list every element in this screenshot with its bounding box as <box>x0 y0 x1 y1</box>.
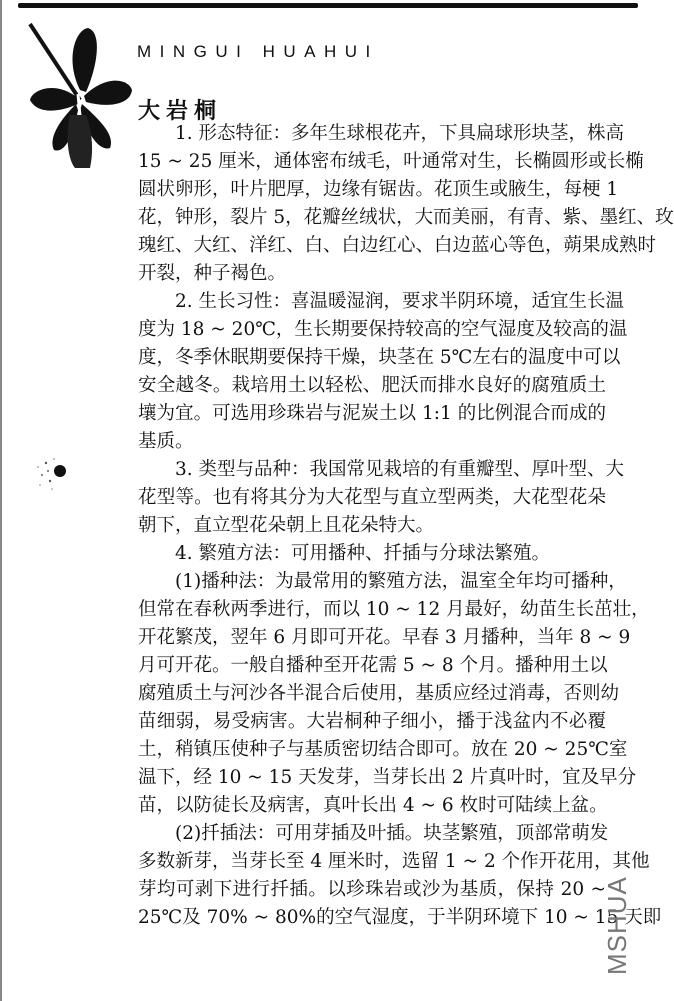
text-line: 开裂，种子褐色。 <box>138 263 287 284</box>
article-title: 大岩桐 <box>138 98 223 124</box>
running-header: MINGUI HUAHUI <box>137 42 379 61</box>
text-line: 温下，经 10 ~ 15 天发芽，当芽长出 2 片真叶时，宜及早分 <box>138 767 637 788</box>
header-rule <box>18 3 638 8</box>
text-line: 芽均可剥下进行扦插。以珍珠岩或沙为基质，保持 20 ~ <box>138 879 606 900</box>
text-line: 度，冬季休眠期要保持干燥，块茎在 5℃左右的温度中可以 <box>138 347 621 368</box>
text-line: 度为 18 ~ 20℃，生长期要保持较高的空气湿度及较高的温 <box>138 319 628 340</box>
text-line: 圆状卵形，叶片肥厚，边缘有锯齿。花顶生或腋生，每梗 1 <box>138 179 619 200</box>
text-line: 花型等。也有将其分为大花型与直立型两类，大花型花朵 <box>138 487 606 508</box>
text-line: 苗细弱，易受病害。大岩桐种子细小，播于浅盆内不必覆 <box>138 711 606 732</box>
text-line: 1. 形态特征：多年生球根花卉，下具扁球形块茎，株高 <box>175 123 625 144</box>
text-line: (2)扦插法：可用芽插及叶插。块茎繁殖，顶部常萌发 <box>175 823 609 844</box>
ink-blot-icon <box>28 445 78 495</box>
flower-illustration-icon <box>20 20 140 170</box>
text-line: 瑰红、大红、洋红、白、白边红心、白边蓝心等色，蒴果成熟时 <box>138 235 657 256</box>
text-line: 基质。 <box>138 431 194 452</box>
text-line: 3. 类型与品种：我国常见栽培的有重瓣型、厚叶型、大 <box>175 459 625 480</box>
text-line: 15 ~ 25 厘米，通体密布绒毛，叶通常对生，长椭圆形或长椭 <box>138 151 644 172</box>
text-line: 开花繁茂，翌年 6 月即可开花。早春 3 月播种，当年 8 ~ 9 <box>138 627 631 648</box>
text-line: 腐殖质土与河沙各半混合后使用，基质应经过消毒，否则幼 <box>138 683 620 704</box>
text-line: 土，稍镇压使种子与基质密切结合即可。放在 20 ~ 25℃室 <box>138 739 628 760</box>
text-line: 壤为宜。可选用珍珠岩与泥炭土以 1:1 的比例混合而成的 <box>138 403 606 424</box>
text-line: 2. 生长习性：喜温暖湿润，要求半阴环境，适宜生长温 <box>175 291 625 312</box>
page-edge <box>0 0 2 1001</box>
watermark: MSHUA <box>602 876 632 975</box>
text-line: 花，钟形，裂片 5，花瓣丝绒状，大而美丽，有青、紫、墨红、玫 <box>138 207 674 228</box>
text-line: 月可开花。一般自播种至开花需 5 ~ 8 个月。播种用土以 <box>138 655 608 676</box>
text-line: 4. 繁殖方法：可用播种、扦插与分球法繁殖。 <box>175 543 551 564</box>
text-line: (1)播种法：为最常用的繁殖方法，温室全年均可播种， <box>175 571 627 592</box>
text-line: 安全越冬。栽培用土以轻松、肥沃而排水良好的腐殖质土 <box>138 375 606 396</box>
text-line: 多数新芽，当芽长至 4 厘米时，选留 1 ~ 2 个作开花用，其他 <box>138 851 650 872</box>
text-line: 朝下，直立型花朵朝上且花朵特大。 <box>138 515 435 536</box>
text-line: 苗，以防徒长及病害，真叶长出 4 ~ 6 枚时可陆续上盆。 <box>138 795 608 816</box>
text-line: 但常在春秋两季进行，而以 10 ~ 12 月最好，幼苗生长茁壮， <box>138 599 650 620</box>
text-line: 25℃及 70% ~ 80%的空气湿度，于半阴环境下 10 ~ 15 天即 <box>138 907 662 928</box>
